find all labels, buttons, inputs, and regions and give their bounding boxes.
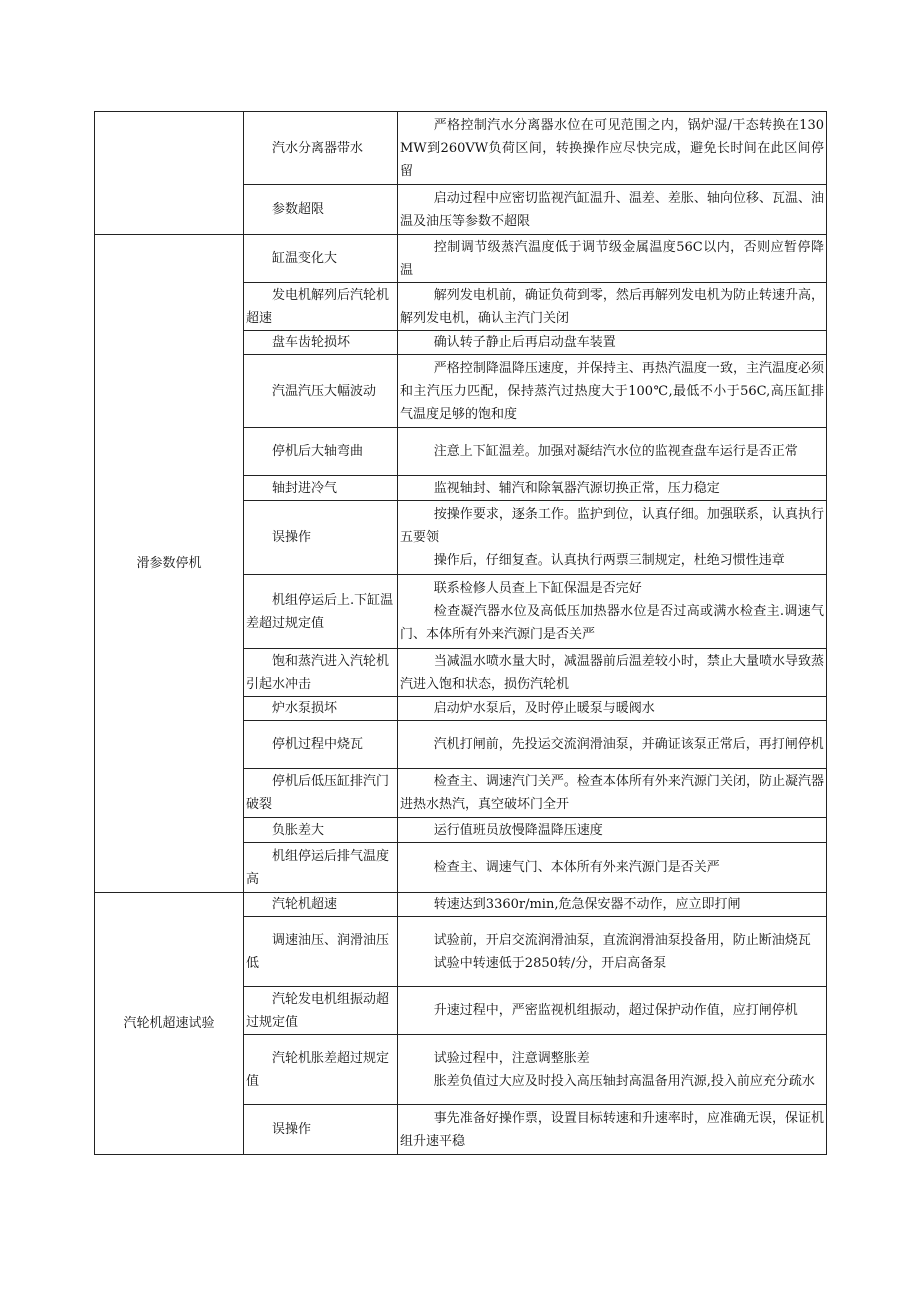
risk-cell: 汽轮发电机组振动超过规定值 <box>244 987 398 1035</box>
measure-cell <box>398 1105 827 1155</box>
risk-cell: 停机后大轴弯曲 <box>244 428 398 476</box>
measure-text: 当减温水喷水量大时，减温器前后温差较小时，禁止大量喷水导致蒸汽进入饱和状态，损伤汽轮机 <box>400 653 824 692</box>
measure-text: 严格控制汽水分离器水位在可见范围之内，锅炉湿/干态转换在130MW到260VW负荷区间，转换操作应尽快完成，避免长时间在此区间停留 <box>400 117 824 179</box>
measure-cell <box>398 697 827 721</box>
measure-cell <box>398 235 827 283</box>
measure-text: 试验中转速低于2850转/分，开启高备泵 <box>433 955 667 971</box>
risk-cell: 负胀差大 <box>244 818 398 843</box>
risk-cell: 误操作 <box>244 501 398 575</box>
measure-text: 试验过程中，注意调整胀差 <box>433 1050 590 1066</box>
measure-text: 试验前，开启交流润滑油泵，直流润滑油泵投备用，防止断油烧瓦 <box>433 932 811 948</box>
measure-cell <box>398 818 827 843</box>
measure-cell <box>398 476 827 501</box>
measure-text: 操作后，仔细复查。认真执行两票三制规定，杜绝习惯性违章 <box>433 553 785 568</box>
measure-cell <box>398 428 827 476</box>
risk-cell: 炉水泵损坏 <box>244 697 398 721</box>
measure-cell <box>398 501 827 575</box>
measure-cell <box>398 917 827 987</box>
measure-text: 按操作要求，逐条工作。监护到位，认真仔细。加强联系，认真执行五要领 <box>400 507 824 545</box>
risk-cell: 误操作 <box>244 1105 398 1155</box>
measure-text: 汽机打闸前，先投运交流润滑油泵，并确证该泵正常后，再打闸停机 <box>433 737 824 752</box>
risk-cell: 汽水分离器带水 <box>244 112 398 185</box>
measure-cell <box>398 283 827 331</box>
risk-cell: 机组停运后排气温度高 <box>244 843 398 893</box>
measure-text: 升速过程中，严密监视机组振动，超过保护动作值，应打闸停机 <box>433 1003 798 1018</box>
measure-text: 监视轴封、辅汽和除氧器汽源切换正常，压力稳定 <box>433 480 720 496</box>
risk-cell: 饱和蒸汽进入汽轮机引起水冲击 <box>244 649 398 697</box>
measure-text: 注意上下缸温差。加强对凝结汽水位的监视查盘车运行是否正常 <box>433 444 798 459</box>
stage-cell: 汽轮机超速试验 <box>95 893 244 1155</box>
risk-cell: 汽温汽压大幅波动 <box>244 355 398 428</box>
measure-text: 解列发电机前，确证负荷到零，然后再解列发电机为防止转速升高，解列发电机，确认主汽门关闭 <box>400 287 824 326</box>
risk-cell: 参数超限 <box>244 185 398 235</box>
measure-text: 确认转子静止后再启动盘车装置 <box>433 335 616 350</box>
measure-text: 联系检修人员查上下缸保温是否完好 <box>433 581 642 596</box>
measure-cell <box>398 1035 827 1105</box>
measure-cell <box>398 112 827 185</box>
measure-cell <box>398 331 827 355</box>
risk-cell: 轴封进冷气 <box>244 476 398 501</box>
risk-cell: 停机后低压缸排汽门破裂 <box>244 769 398 818</box>
measure-text: 启动过程中应密切监视汽缸温升、温差、差胀、轴向位移、瓦温、油温及油压等参数不超限 <box>400 190 824 229</box>
stage-cell: 滑参数停机 <box>95 235 244 893</box>
measure-text: 检查主、调速汽门关严。检查本体所有外来汽源门关闭，防止凝汽器进热水热汽，真空破坏门全开 <box>400 774 824 812</box>
measure-text: 启动炉水泵后，及时停止暖泵与暖阀水 <box>433 701 655 716</box>
risk-cell: 调速油压、润滑油压低 <box>244 917 398 987</box>
risk-cell: 机组停运后上.下缸温差超过规定值 <box>244 575 398 649</box>
stage-cell <box>95 112 244 235</box>
measure-cell <box>398 769 827 818</box>
measure-text: 运行值班员放慢降温降压速度 <box>433 822 603 838</box>
table-row <box>95 235 827 283</box>
risk-cell: 汽轮机超速 <box>244 893 398 917</box>
measure-cell <box>398 893 827 917</box>
risk-cell: 缸温变化大 <box>244 235 398 283</box>
table-row <box>95 112 827 185</box>
measure-text: 检查主、调速气门、本体所有外来汽源门是否关严 <box>433 860 720 875</box>
measure-text: 事先准备好操作票，设置目标转速和升速率时，应准确无误，保证机组升速平稳 <box>400 1110 824 1149</box>
measure-cell <box>398 843 827 893</box>
measure-cell <box>398 355 827 428</box>
table-row <box>95 893 827 917</box>
measure-text: 胀差负值过大应及时投入高压轴封高温备用汽源,投入前应充分疏水 <box>433 1073 815 1089</box>
measure-text: 严格控制降温降压速度，并保持主、再热汽温度一致，主汽温度必须和主汽压力匹配，保持蒸汽过热度大于100℃,最低不小于56C,高压缸排气温度足够的饱和度 <box>400 360 824 422</box>
risk-cell: 发电机解列后汽轮机超速 <box>244 283 398 331</box>
measure-cell <box>398 185 827 235</box>
measure-cell <box>398 649 827 697</box>
table-body <box>95 112 827 1155</box>
measure-cell <box>398 575 827 649</box>
measure-text: 转速达到3360r/min,危急保安器不动作，应立即打闸 <box>433 897 741 912</box>
measure-text: 检查凝汽器水位及高低压加热器水位是否过高或满水检查主.调速气门、本体所有外来汽源门是否关严 <box>400 604 824 642</box>
risk-cell: 汽轮机胀差超过规定值 <box>244 1035 398 1105</box>
measure-cell <box>398 987 827 1035</box>
risk-cell: 停机过程中烧瓦 <box>244 721 398 769</box>
risk-cell: 盘车齿轮损坏 <box>244 331 398 355</box>
risk-control-table <box>94 111 827 1155</box>
measure-text: 控制调节级蒸汽温度低于调节级金属温度56C以内，否则应暂停降温 <box>400 239 824 278</box>
measure-cell <box>398 721 827 769</box>
